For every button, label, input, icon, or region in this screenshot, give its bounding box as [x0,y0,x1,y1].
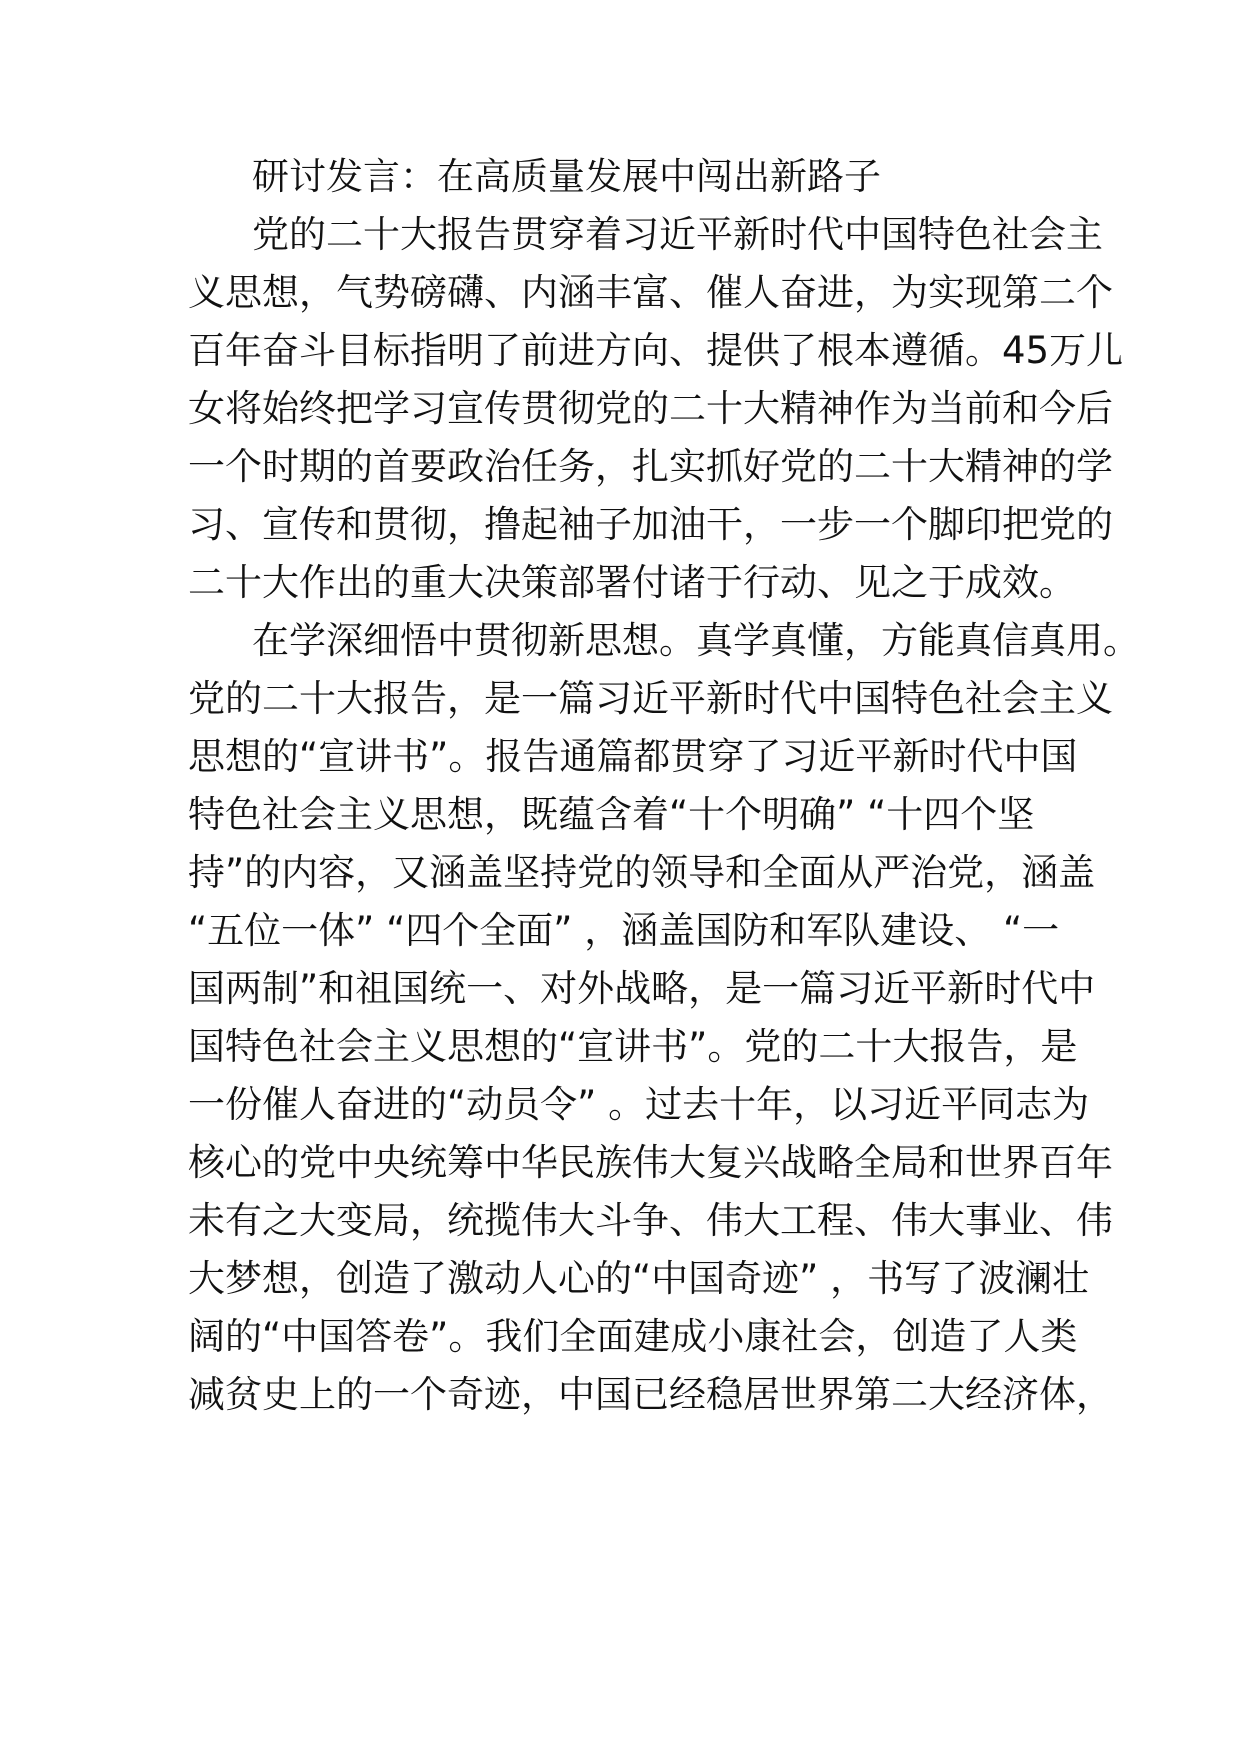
text-line: 思想的“宣讲书”。报告通篇都贯穿了习近平新时代中国 [188,735,1078,778]
text-line: 习、宣传和贯彻，撸起袖子加油干，一步一个脚印把党的 [188,503,1113,546]
text-line: 减贫史上的一个奇迹，中国已经稳居世界第二大经济体， [188,1373,1113,1416]
text-line: 党的二十大报告贯穿着习近平新时代中国特色社会主 [252,213,1103,256]
text-line: 核心的党中央统筹中华民族伟大复兴战略全局和世界百年 [188,1141,1113,1184]
text-line: 特色社会主义思想，既蕴含着“十个明确” “十四个坚 [188,793,1035,836]
text-line: 国特色社会主义思想的“宣讲书”。党的二十大报告，是 [188,1025,1078,1068]
text-line: 百年奋斗目标指明了前进方向、提供了根本遵循。45万儿 [188,329,1124,372]
document-title: 研讨发言：在高质量发展中闯出新路子 [252,155,881,198]
text-line: 国两制”和祖国统一、对外战略，是一篇习近平新时代中 [188,967,1096,1010]
text-line: 阔的“中国答卷”。我们全面建成小康社会，创造了人类 [188,1315,1078,1358]
text-line: 义思想，气势磅礴、内涵丰富、催人奋进，为实现第二个 [188,271,1113,314]
text-line: 一份催人奋进的“动员令” 。过去十年，以习近平同志为 [188,1083,1090,1126]
text-line: 持”的内容，又涵盖坚持党的领导和全面从严治党，涵盖 [188,851,1096,894]
text-line: 党的二十大报告，是一篇习近平新时代中国特色社会主义 [188,677,1113,720]
text-line: 一个时期的首要政治任务，扎实抓好党的二十大精神的学 [188,445,1113,488]
text-line: 大梦想，创造了激动人心的“中国奇迹” ，书写了波澜壮 [188,1257,1090,1300]
text-line: “五位一体” “四个全面” ，涵盖国防和军队建设、 “一 [188,909,1060,952]
text-line: 二十大作出的重大决策部署付诸于行动、见之于成效。 [188,561,1076,604]
text-line: 女将始终把学习宣传贯彻党的二十大精神作为当前和今后 [188,387,1113,430]
text-line: 未有之大变局，统揽伟大斗争、伟大工程、伟大事业、伟 [188,1199,1113,1242]
text-line: 在学深细悟中贯彻新思想。真学真懂，方能真信真用。 [252,619,1140,662]
